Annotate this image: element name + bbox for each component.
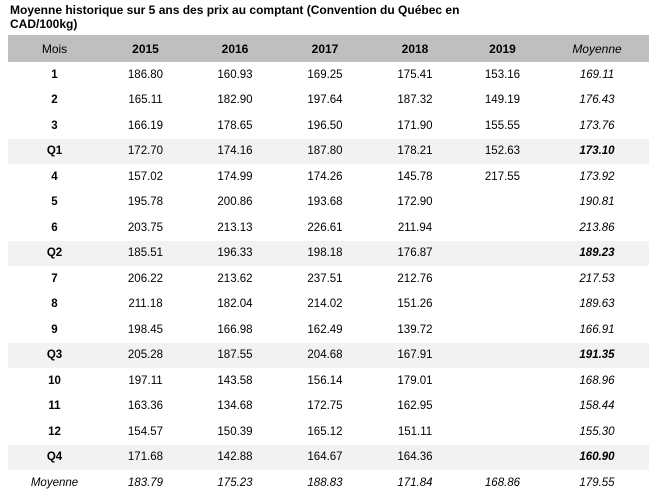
value-cell — [460, 419, 545, 445]
value-cell: 157.02 — [127, 170, 164, 183]
value-cell: 178.21 — [370, 139, 460, 165]
price-table — [8, 35, 649, 495]
value-cell: 162.95 — [397, 400, 433, 413]
column-header-2016: 2016 — [190, 35, 280, 62]
header-row — [8, 35, 649, 62]
value-cell: 142.88 — [190, 445, 280, 471]
value-cell: 186.80 — [127, 68, 164, 81]
table-row-7 — [8, 266, 649, 292]
moyenne-cell: 213.86 — [579, 221, 615, 234]
column-header-2015: 2015 — [101, 35, 190, 62]
table-row-10 — [8, 368, 649, 394]
table-row-2 — [8, 88, 649, 114]
value-cell: 203.75 — [127, 221, 164, 234]
value-cell: 174.26 — [307, 170, 343, 183]
moyenne-cell: 169.11 — [579, 68, 615, 81]
row-label: 8 — [51, 298, 58, 311]
value-cell: 193.68 — [307, 196, 343, 209]
table-row-q3 — [8, 343, 649, 369]
moyenne-cell: 166.91 — [579, 323, 615, 336]
value-cell: 176.87 — [370, 241, 460, 267]
row-label: Moyenne — [30, 476, 79, 489]
table-row-q2 — [8, 241, 649, 267]
table-row-9 — [8, 317, 649, 343]
value-cell: 165.11 — [128, 94, 163, 107]
value-cell — [460, 241, 545, 267]
row-label: 11 — [48, 400, 61, 413]
row-label: Q2 — [8, 241, 101, 267]
value-cell: 143.58 — [217, 374, 253, 387]
row-label: 9 — [51, 323, 58, 336]
row-label: Q1 — [8, 139, 101, 165]
value-cell: 172.70 — [101, 139, 190, 165]
value-cell: 164.36 — [370, 445, 460, 471]
value-cell: 183.79 — [127, 476, 164, 489]
value-cell: 213.62 — [217, 272, 253, 285]
value-cell: 145.78 — [397, 170, 433, 183]
value-cell: 212.76 — [397, 272, 433, 285]
value-cell: 156.14 — [307, 374, 343, 387]
value-cell: 150.39 — [217, 425, 253, 438]
value-cell — [460, 343, 545, 369]
moyenne-cell: 173.92 — [579, 170, 615, 183]
value-cell: 171.84 — [397, 476, 433, 489]
value-cell: 172.90 — [397, 196, 433, 209]
table-body — [8, 62, 649, 495]
value-cell: 182.90 — [217, 94, 253, 107]
value-cell: 195.78 — [127, 196, 164, 209]
value-cell: 175.41 — [397, 68, 433, 81]
value-cell: 206.22 — [127, 272, 164, 285]
value-cell: 139.72 — [397, 323, 433, 336]
value-cell: 163.36 — [127, 400, 164, 413]
value-cell: 187.80 — [280, 139, 370, 165]
row-label: 12 — [48, 425, 61, 438]
table-row-4 — [8, 164, 649, 190]
column-header-mois: Mois — [8, 35, 101, 62]
value-cell: 160.93 — [217, 68, 253, 81]
table-row-1 — [8, 62, 649, 88]
moyenne-cell: 189.23 — [545, 241, 649, 267]
value-cell: 211.18 — [128, 298, 163, 311]
value-cell: 213.13 — [217, 221, 253, 234]
value-cell: 152.63 — [460, 139, 545, 165]
value-cell: 187.32 — [397, 94, 433, 107]
value-cell: 196.33 — [190, 241, 280, 267]
value-cell: 182.04 — [217, 298, 253, 311]
row-label: 7 — [51, 272, 58, 285]
column-header-2019: 2019 — [460, 35, 545, 62]
moyenne-cell: 160.90 — [545, 445, 649, 471]
value-cell: 164.67 — [280, 445, 370, 471]
value-cell: 187.55 — [190, 343, 280, 369]
table-row-q4 — [8, 445, 649, 471]
value-cell: 178.65 — [217, 119, 253, 132]
moyenne-cell: 190.81 — [579, 196, 615, 209]
value-cell: 171.68 — [101, 445, 190, 471]
value-cell: 174.16 — [190, 139, 280, 165]
value-cell — [460, 394, 545, 420]
value-cell: 171.90 — [397, 119, 433, 132]
moyenne-cell: 158.44 — [579, 400, 615, 413]
value-cell: 153.16 — [484, 68, 521, 81]
moyenne-cell: 173.10 — [545, 139, 649, 165]
value-cell: 172.75 — [307, 400, 343, 413]
value-cell: 205.28 — [101, 343, 190, 369]
value-cell: 151.26 — [397, 298, 433, 311]
value-cell — [460, 317, 545, 343]
moyenne-cell: 176.43 — [579, 94, 615, 107]
column-header-2017: 2017 — [280, 35, 370, 62]
value-cell: 165.12 — [307, 425, 343, 438]
value-cell: 166.19 — [127, 119, 164, 132]
value-cell: 200.86 — [217, 196, 253, 209]
value-cell: 226.61 — [307, 221, 343, 234]
value-cell — [460, 368, 545, 394]
value-cell: 162.49 — [307, 323, 343, 336]
table-row-3 — [8, 113, 649, 139]
value-cell: 151.11 — [397, 425, 433, 438]
value-cell: 197.64 — [307, 94, 343, 107]
value-cell: 167.91 — [370, 343, 460, 369]
value-cell: 211.94 — [397, 221, 433, 234]
page-title: Moyenne historique sur 5 ans des prix au comptant (Convention du Québec en CAD/100kg) — [10, 3, 460, 31]
value-cell: 134.68 — [217, 400, 253, 413]
moyenne-cell: 168.96 — [579, 374, 615, 387]
value-cell: 166.98 — [217, 323, 253, 336]
value-cell: 175.23 — [217, 476, 253, 489]
value-cell: 169.25 — [307, 68, 343, 81]
table-row-moyenne — [8, 470, 649, 495]
row-label: 6 — [51, 221, 58, 234]
value-cell: 188.83 — [307, 476, 343, 489]
moyenne-cell: 179.55 — [579, 476, 615, 489]
value-cell: 204.68 — [280, 343, 370, 369]
value-cell: 198.18 — [280, 241, 370, 267]
row-label: 5 — [51, 196, 58, 209]
table-row-6 — [8, 215, 649, 241]
row-label: 4 — [51, 170, 58, 183]
value-cell: 149.19 — [484, 94, 521, 107]
value-cell: 198.45 — [127, 323, 164, 336]
table-row-8 — [8, 292, 649, 318]
value-cell: 185.51 — [101, 241, 190, 267]
value-cell: 217.55 — [484, 170, 521, 183]
row-label: 3 — [51, 119, 58, 132]
value-cell — [460, 190, 545, 216]
moyenne-cell: 189.63 — [579, 298, 615, 311]
value-cell: 168.86 — [484, 476, 521, 489]
table-row-5 — [8, 190, 649, 216]
value-cell: 154.57 — [127, 425, 164, 438]
value-cell: 196.50 — [307, 119, 343, 132]
value-cell — [460, 266, 545, 292]
value-cell: 214.02 — [307, 298, 343, 311]
value-cell — [460, 445, 545, 471]
row-label: 2 — [51, 94, 58, 107]
moyenne-cell: 155.30 — [579, 425, 615, 438]
table-row-12 — [8, 419, 649, 445]
value-cell: 237.51 — [307, 272, 343, 285]
value-cell: 174.99 — [217, 170, 253, 183]
column-header-2018: 2018 — [370, 35, 460, 62]
table-header — [8, 35, 649, 62]
table-row-11 — [8, 394, 649, 420]
moyenne-cell: 217.53 — [579, 272, 615, 285]
value-cell — [460, 292, 545, 318]
row-label: 1 — [51, 68, 58, 81]
value-cell: 179.01 — [397, 374, 433, 387]
value-cell: 155.55 — [484, 119, 521, 132]
moyenne-cell: 191.35 — [545, 343, 649, 369]
value-cell — [460, 215, 545, 241]
row-label: Q3 — [8, 343, 101, 369]
row-label: 10 — [48, 374, 61, 387]
row-label: Q4 — [8, 445, 101, 471]
moyenne-cell: 173.76 — [579, 119, 615, 132]
table-row-q1 — [8, 139, 649, 165]
column-header-moyenne: Moyenne — [545, 35, 649, 62]
value-cell: 197.11 — [128, 374, 163, 387]
